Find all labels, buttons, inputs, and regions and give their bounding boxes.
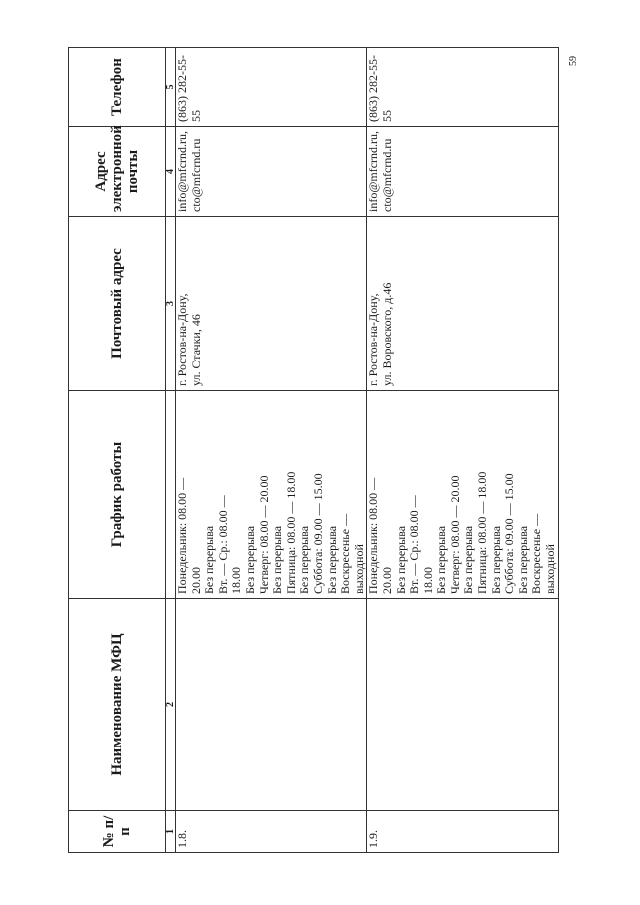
- mfc-table: [68, 47, 559, 853]
- header-num: № п/п: [69, 811, 166, 853]
- mfc-name: [367, 599, 558, 811]
- header-schedule: График работы: [69, 391, 166, 599]
- postal-address: [367, 217, 558, 391]
- header-address: Почтовый адрес: [69, 217, 166, 391]
- schedule-line: Без перерыва: [461, 525, 476, 594]
- schedule-line: 18.00: [420, 567, 435, 594]
- schedule-line: Вт. — Ср.: 08.00 —: [215, 495, 230, 594]
- schedule-line: Без перерыва: [270, 525, 285, 594]
- postal-address: [176, 217, 367, 391]
- phone-number: (863) 282-55-55: [367, 48, 558, 127]
- schedule-line: 20.00: [188, 567, 203, 594]
- schedule-line: Без перерыва: [515, 525, 530, 594]
- schedule-line: Вт. — Ср.: 08.00 —: [407, 495, 422, 594]
- page-number: 59: [568, 56, 579, 66]
- table-row: [176, 48, 367, 853]
- header-row: [69, 48, 166, 853]
- table-row: [367, 48, 558, 853]
- schedule-line: Понедельник: 08.00 —: [175, 477, 189, 594]
- row-number: 1.8.: [176, 811, 367, 853]
- schedule-line: Без перерыва: [297, 525, 312, 594]
- address-line: ул. Стачки, 46: [188, 314, 203, 386]
- column-number: 4: [166, 127, 176, 217]
- email-line: cto@mfcrnd.ru: [188, 138, 203, 212]
- header-email: Адрес электронной почты: [69, 127, 166, 217]
- schedule-line: Без перерыва: [324, 525, 339, 594]
- mfc-name: [176, 599, 367, 811]
- work-schedule: [176, 391, 367, 599]
- address-line: г. Ростов-на-Дону,: [366, 293, 381, 386]
- schedule-line: Воскресенье —: [529, 513, 544, 594]
- schedule-line: выходной: [543, 544, 558, 594]
- row-number: 1.9.: [367, 811, 558, 853]
- rotated-table-container: [68, 48, 556, 853]
- schedule-line: Четверг: 08.00 — 20.00: [447, 475, 462, 594]
- header-phone: Телефон: [69, 48, 166, 127]
- address-line: г. Ростов-на-Дону,: [175, 293, 189, 386]
- email-line: info@mfcrnd.ru,: [175, 130, 189, 212]
- email-address: [176, 127, 367, 217]
- email-line: info@mfcrnd.ru,: [366, 130, 381, 212]
- column-number: 2: [166, 599, 176, 811]
- schedule-line: Четверг: 08.00 — 20.00: [256, 475, 271, 594]
- column-number: 3: [166, 217, 176, 391]
- schedule-line: Суббота: 09.00 — 15.00: [310, 473, 325, 594]
- email-address: [367, 127, 558, 217]
- column-number: [166, 391, 176, 599]
- schedule-line: 18.00: [229, 567, 244, 594]
- column-number: 1: [166, 811, 176, 853]
- work-schedule: [367, 391, 558, 599]
- column-number-row: [166, 48, 176, 853]
- schedule-line: выходной: [351, 544, 366, 594]
- column-number: 5: [166, 48, 176, 127]
- schedule-line: Без перерыва: [434, 525, 449, 594]
- schedule-line: Без перерыва: [242, 525, 257, 594]
- address-line: ул. Воровского, д.46: [379, 282, 394, 386]
- schedule-line: Без перерыва: [393, 525, 408, 594]
- schedule-line: Понедельник: 08.00 —: [366, 477, 381, 594]
- email-line: cto@mfcrnd.ru: [379, 138, 394, 212]
- schedule-line: Пятница: 08.00 — 18.00: [475, 471, 490, 594]
- schedule-line: Суббота: 09.00 — 15.00: [502, 473, 517, 594]
- schedule-line: Воскресенье —: [338, 513, 353, 594]
- schedule-line: Без перерыва: [488, 525, 503, 594]
- schedule-line: Пятница: 08.00 — 18.00: [283, 471, 298, 594]
- phone-number: (863) 282-55-55: [176, 48, 367, 127]
- schedule-line: 20.00: [379, 567, 394, 594]
- header-name: Наименование МФЦ: [69, 599, 166, 811]
- schedule-line: Без перерыва: [202, 525, 217, 594]
